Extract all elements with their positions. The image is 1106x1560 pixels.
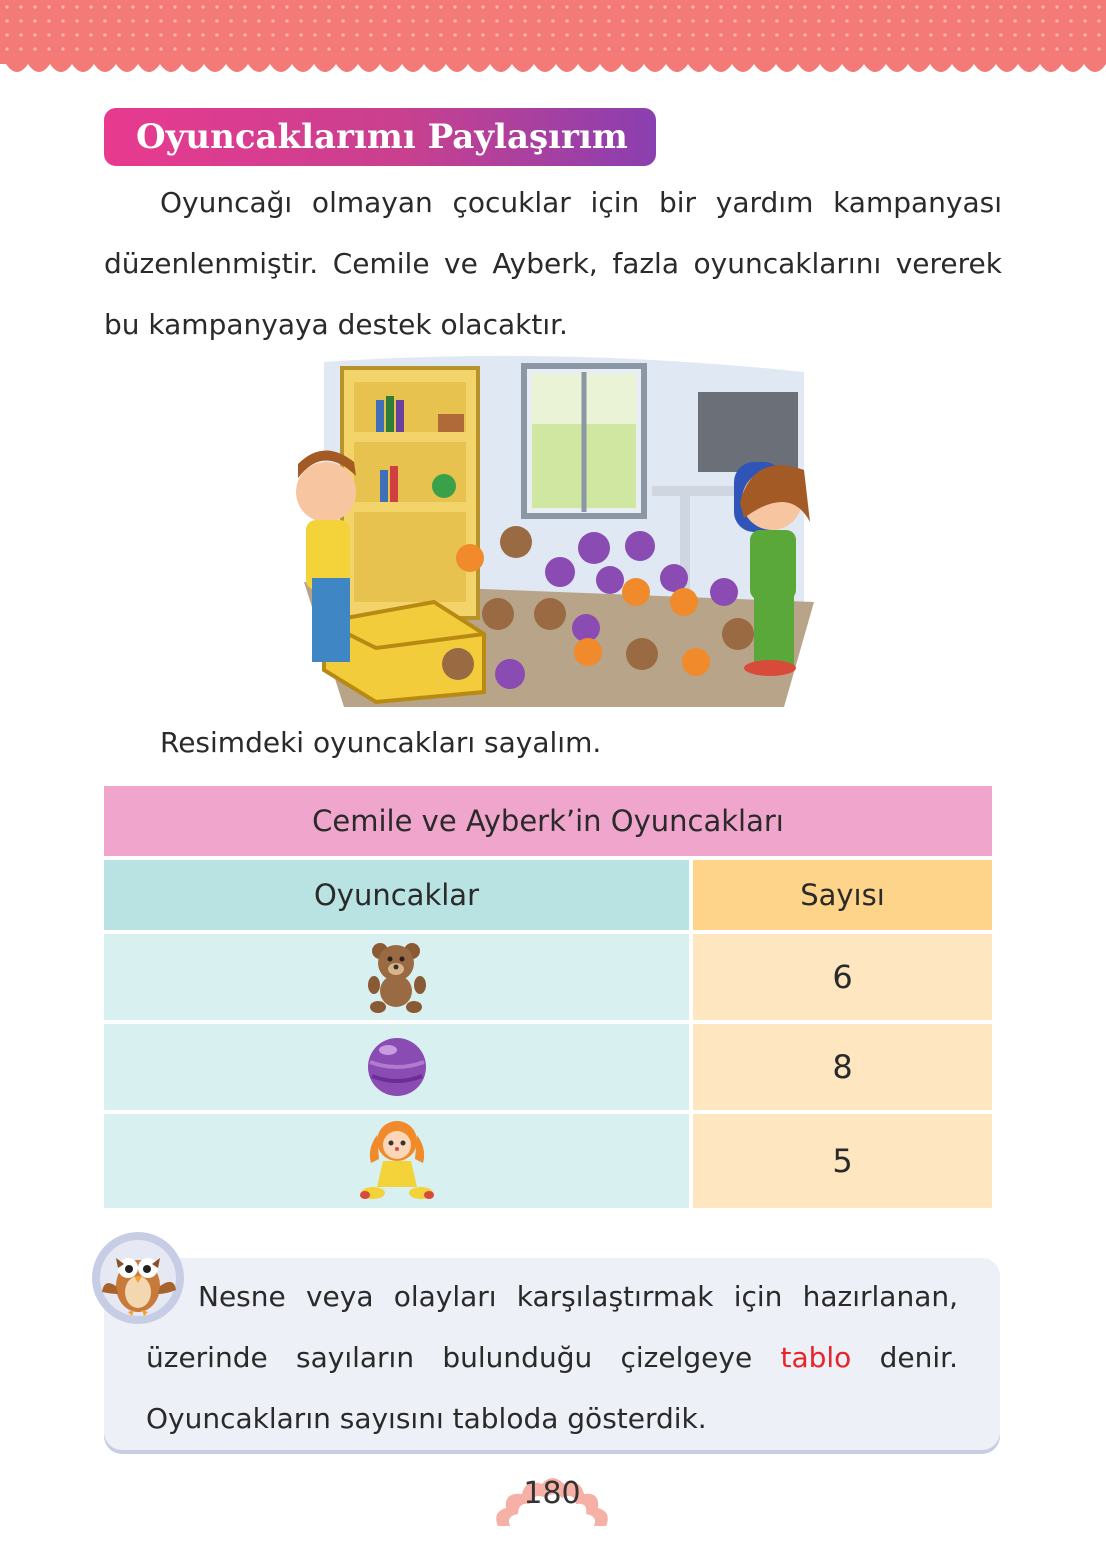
definition-text-after: denir. Oyuncakların sayısını tabloda gösterdik. — [146, 1341, 958, 1435]
table-row-teddy-count: 6 — [693, 934, 992, 1020]
teddy-bear-icon — [364, 939, 430, 1015]
highlight-term: tablo — [780, 1341, 852, 1374]
purple-ball-icon — [366, 1036, 428, 1098]
definition-text-before: Nesne veya olayları karşılaştırmak için hazırlanan, üzerinde sayıların bulunduğu çizelgeye — [146, 1280, 958, 1374]
doll-icon — [357, 1119, 437, 1203]
top-decorative-band — [0, 0, 1106, 90]
page-number-badge — [490, 1470, 614, 1532]
page-title: Oyuncaklarımı Paylaşırım — [104, 108, 656, 166]
table-row-doll-count: 5 — [693, 1114, 992, 1208]
table-header-count: Sayısı — [693, 860, 992, 930]
count-prompt: Resimdeki oyuncakları sayalım. — [160, 726, 602, 759]
toy-room-illustration — [284, 352, 824, 712]
toys-table — [104, 786, 992, 1208]
definition-text — [146, 1266, 958, 1449]
table-row-ball-icon-cell — [104, 1024, 689, 1110]
table-row-teddy-icon-cell — [104, 934, 689, 1020]
page-number: 180 — [523, 1476, 581, 1511]
table-title: Cemile ve Ayberk’in Oyuncakları — [104, 786, 992, 856]
table-row-doll-icon-cell — [104, 1114, 689, 1208]
table-header-items: Oyuncaklar — [104, 860, 689, 930]
intro-paragraph — [104, 172, 1002, 355]
table-row-ball-count: 8 — [693, 1024, 992, 1110]
intro-text: Oyuncağı olmayan çocuklar için bir yardım kampanyası düzenlenmiştir. Cemile ve Ayberk, fazla oyuncaklarını vererek bu kampanyaya destek olacaktır. — [104, 186, 1002, 341]
